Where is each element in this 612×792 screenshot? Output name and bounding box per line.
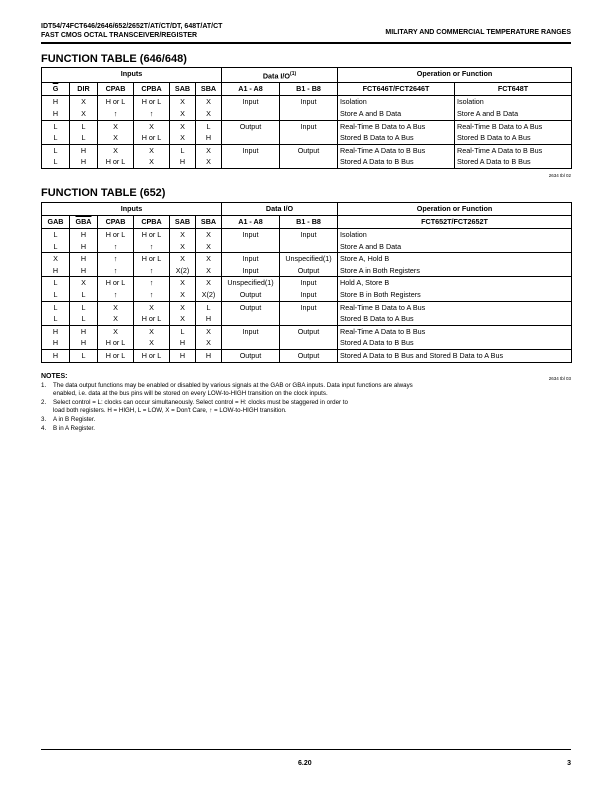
table-cell: L [70, 289, 98, 301]
doc-range: MILITARY AND COMMERCIAL TEMPERATURE RANGES [385, 29, 571, 36]
table-cell: Input [280, 277, 338, 289]
table-cell: X [70, 277, 98, 289]
table-cell: Input [222, 265, 280, 277]
table-cell: X [196, 108, 222, 120]
table-cell: H [70, 337, 98, 349]
data-io-group-header: Data $I/O^{(1)}$ [222, 68, 338, 83]
operation-group-header: Operation or Function [338, 203, 572, 216]
table-cell: H or L [98, 349, 134, 362]
table-cell [222, 108, 280, 120]
table-cell: X [196, 253, 222, 265]
footer-rule [41, 749, 571, 750]
table-cell: X [170, 229, 196, 241]
table-cell: H [70, 265, 98, 277]
table-cell: ↑ [134, 289, 170, 301]
col-header-b-bus: B1 - B8 [280, 83, 338, 96]
notes-section [41, 373, 571, 433]
table-cell: L [70, 349, 98, 362]
table-cell: L [70, 301, 98, 313]
col-header-fct652: FCT652T/FCT2652T [338, 216, 572, 229]
operation-group-header: Operation or Function [338, 68, 572, 83]
col-header-gab: GAB [42, 216, 70, 229]
table-cell [280, 108, 338, 120]
table2-title: FUNCTION TABLE (652) [41, 187, 166, 199]
table-cell: L [170, 144, 196, 156]
table-cell [280, 337, 338, 349]
col-header-cpab: CPAB [98, 216, 134, 229]
table-cell: H or L [98, 337, 134, 349]
header-rule [41, 42, 571, 44]
table-cell: X [98, 301, 134, 313]
table-cell: Input [222, 144, 280, 156]
table-cell: X [170, 289, 196, 301]
table-cell: ↑ [98, 265, 134, 277]
table-cell: ↑ [134, 277, 170, 289]
note-1: 1. The data output functions may be enabled or disabled by various signals at the GAB or GBA inputs. Data input functions are always enabled, i.e. data at the bus pins will be stored on every LOW-to-HIGH transition on the clock inputs. [41, 381, 413, 398]
table-cell: X [70, 108, 98, 120]
table-cell: Output [280, 325, 338, 337]
table-cell: X [196, 277, 222, 289]
table-cell: ↑ [134, 241, 170, 253]
col-header-sba: SBA [196, 216, 222, 229]
table-cell [222, 337, 280, 349]
table-cell: H or L [134, 229, 170, 241]
table-cell: ↑ [98, 253, 134, 265]
table-cell: H [170, 337, 196, 349]
table-cell: Stored A Data to B Bus and Stored B Data to A Bus [338, 349, 572, 362]
table-cell: Stored B Data to A Bus [338, 313, 572, 325]
table-cell: Output [222, 301, 280, 313]
table-cell: H or L [134, 253, 170, 265]
table-cell: L [42, 132, 70, 144]
table-cell: H [70, 241, 98, 253]
table-row [42, 265, 572, 277]
table-cell: X [170, 108, 196, 120]
table-cell: L [196, 301, 222, 313]
table-cell: X [196, 265, 222, 277]
col-header-fct646: FCT646T/FCT2646T [338, 83, 455, 96]
col-header-g: $\overline{G}$ [42, 83, 70, 96]
table-cell: H or L [134, 349, 170, 362]
table-cell: H [42, 265, 70, 277]
table-cell: Output [280, 349, 338, 362]
table-cell: X [196, 229, 222, 241]
table-cell: H [70, 156, 98, 168]
table-row [42, 96, 572, 108]
note-3: 3. A in B Register. [41, 415, 96, 423]
table-cell: L [42, 289, 70, 301]
table-cell [222, 156, 280, 168]
table-cell: X [134, 120, 170, 132]
table-cell: Store B in Both Registers [338, 289, 572, 301]
table-cell: ↑ [98, 241, 134, 253]
table-cell: H [70, 229, 98, 241]
inputs-group-header: Inputs [42, 203, 222, 216]
table-cell: X [196, 325, 222, 337]
table-cell: Real-Time B Data to A Bus [338, 301, 572, 313]
table-row [42, 337, 572, 349]
table-row [42, 301, 572, 313]
table-cell: H [196, 313, 222, 325]
table-cell: H [196, 132, 222, 144]
table-row [42, 108, 572, 120]
table-cell: H [42, 337, 70, 349]
table-cell: H [170, 156, 196, 168]
table-cell: Input [280, 120, 338, 132]
table-row [42, 120, 572, 132]
table-cell: Stored B Data to A Bus [455, 132, 572, 144]
table-cell: X [196, 144, 222, 156]
table-cell: Stored A Data to B Bus [338, 337, 572, 349]
table-cell: H [170, 349, 196, 362]
footer-page-number: 3 [567, 760, 571, 767]
col-header-b-bus: B1 - B8 [280, 216, 338, 229]
table-cell: Store A, Hold B [338, 253, 572, 265]
table-cell: X [134, 325, 170, 337]
table-cell: Output [222, 289, 280, 301]
table-row [42, 156, 572, 168]
table-cell: Real-Time A Data to B Bus [338, 325, 572, 337]
table-cell: Store A and B Data [338, 241, 572, 253]
table-cell: X [170, 120, 196, 132]
table-cell: Input [222, 253, 280, 265]
table-cell: Store A and B Data [455, 108, 572, 120]
table-cell: H [42, 325, 70, 337]
table-cell: ↑ [98, 108, 134, 120]
table1-title: FUNCTION TABLE (646/648) [41, 53, 187, 65]
table-cell: L [170, 325, 196, 337]
col-header-sba: SBA [196, 83, 222, 96]
table-cell: X [170, 253, 196, 265]
table-cell: L [42, 277, 70, 289]
footer-section-number: 6.20 [298, 760, 312, 767]
note-4: 4. B in A Register. [41, 424, 95, 432]
table-cell: L [42, 301, 70, 313]
table-cell: Isolation [338, 229, 572, 241]
note-2: 2. Select control = L: clocks can occur simultaneously. Select control = H: clocks must be staggered in order to load both registers. H = HIGH, L = LOW, X = Don't Care, ↑ = LOW-to-HIGH transition. [41, 398, 348, 415]
table-cell: X [170, 301, 196, 313]
table-cell [280, 132, 338, 144]
table-cell: L [70, 132, 98, 144]
inputs-group-header: Inputs [42, 68, 222, 83]
table-cell: Input [280, 301, 338, 313]
col-header-sab: SAB [170, 83, 196, 96]
table-cell [280, 156, 338, 168]
table-cell: H or L [98, 229, 134, 241]
table-cell: Stored A Data to B Bus [338, 156, 455, 168]
table-cell: X [196, 241, 222, 253]
table-cell: Stored A Data to B Bus [455, 156, 572, 168]
function-table-652 [41, 202, 572, 363]
table-cell: L [42, 156, 70, 168]
col-header-cpba: CPBA [134, 216, 170, 229]
table-cell: X [170, 96, 196, 108]
table-cell [280, 313, 338, 325]
table-cell: L [70, 120, 98, 132]
table-cell: X [98, 132, 134, 144]
data-io-group-header: Data I/O [222, 203, 338, 216]
table-cell: Isolation [338, 96, 455, 108]
table-cell: Hold A, Store B [338, 277, 572, 289]
table-cell: X [42, 253, 70, 265]
table-cell: X [196, 337, 222, 349]
table-cell: X [196, 156, 222, 168]
table-cell: X [170, 132, 196, 144]
table-cell: X [170, 241, 196, 253]
function-table-646-648 [41, 67, 572, 169]
table-cell: H or L [134, 313, 170, 325]
table-cell: X [170, 313, 196, 325]
table-cell: ↑ [134, 265, 170, 277]
table-row [42, 241, 572, 253]
col-header-a-bus: A1 - A8 [222, 216, 280, 229]
table-cell: Store A and B Data [338, 108, 455, 120]
table-cell: X(2) [196, 289, 222, 301]
doc-subtitle: FAST CMOS OCTAL TRANSCEIVER/REGISTER [41, 32, 198, 39]
table-cell: X [134, 337, 170, 349]
table1-ref: 2634 tbl 02 [548, 173, 571, 178]
table-cell: Input [280, 289, 338, 301]
table-cell: Output [222, 349, 280, 362]
table-cell: Output [280, 144, 338, 156]
table-cell: L [42, 144, 70, 156]
table-row [42, 144, 572, 156]
table2-body [42, 229, 572, 363]
col-header-a-bus: A1 - A8 [222, 83, 280, 96]
table-row [42, 229, 572, 241]
table-cell: L [42, 120, 70, 132]
table-cell: X [70, 96, 98, 108]
table-cell: L [196, 120, 222, 132]
table-cell [222, 241, 280, 253]
table-cell: H or L [134, 96, 170, 108]
table-cell: Input [222, 96, 280, 108]
table-cell: L [42, 241, 70, 253]
table-cell: H [70, 325, 98, 337]
table-row [42, 313, 572, 325]
table-row [42, 349, 572, 362]
table-row [42, 132, 572, 144]
table-cell: H [42, 108, 70, 120]
table2-ref: 2634 tbl 03 [548, 376, 571, 381]
table-cell: Input [280, 96, 338, 108]
table-cell: X [98, 325, 134, 337]
table-cell [280, 241, 338, 253]
table-cell: X(2) [170, 265, 196, 277]
table1-body [42, 96, 572, 169]
table-row [42, 277, 572, 289]
table-cell: H or L [98, 156, 134, 168]
col-header-gba: $\overline{GBA}$ [70, 216, 98, 229]
table-cell: Real-Time B Data to A Bus [455, 120, 572, 132]
table-cell: H [42, 349, 70, 362]
table-cell: L [42, 229, 70, 241]
doc-part-number: IDT54/74FCT646/2646/652/2652T/AT/CT/DT, 648T/AT/CT [41, 23, 223, 30]
table-cell: H [70, 253, 98, 265]
table-cell: Unspecified(1) [280, 253, 338, 265]
table-row [42, 289, 572, 301]
table-cell: X [134, 301, 170, 313]
table-cell: H or L [98, 277, 134, 289]
table-cell: H [70, 144, 98, 156]
table-cell: Unspecified(1) [222, 277, 280, 289]
table-cell: Real-Time A Data to B Bus [455, 144, 572, 156]
table-cell: X [196, 96, 222, 108]
col-header-sab: SAB [170, 216, 196, 229]
table-cell: Store A in Both Registers [338, 265, 572, 277]
table-cell: X [98, 144, 134, 156]
table-cell: Isolation [455, 96, 572, 108]
table-cell: X [98, 313, 134, 325]
table-cell: Output [222, 120, 280, 132]
table-cell: H [42, 96, 70, 108]
col-header-fct648: FCT648T [455, 83, 572, 96]
table-cell: Output [280, 265, 338, 277]
table-cell: Stored B Data to A Bus [338, 132, 455, 144]
table-cell: H or L [134, 132, 170, 144]
table-row [42, 253, 572, 265]
table-cell: L [42, 313, 70, 325]
table-cell: H [196, 349, 222, 362]
table-cell: H or L [98, 96, 134, 108]
table-cell: Input [222, 229, 280, 241]
table-cell: L [70, 313, 98, 325]
table-cell: ↑ [98, 289, 134, 301]
col-header-dir: DIR [70, 83, 98, 96]
table-cell [222, 313, 280, 325]
table-cell [222, 132, 280, 144]
table-row [42, 325, 572, 337]
table-cell: Real-Time A Data to B Bus [338, 144, 455, 156]
table-cell: Input [222, 325, 280, 337]
table-cell: ↑ [134, 108, 170, 120]
table-cell: X [98, 120, 134, 132]
col-header-cpab: CPAB [98, 83, 134, 96]
notes-title: NOTES: [41, 373, 68, 380]
table-cell: Input [280, 229, 338, 241]
table-cell: X [170, 277, 196, 289]
table-cell: X [134, 144, 170, 156]
table-cell: Real-Time B Data to A Bus [338, 120, 455, 132]
table-cell: X [134, 156, 170, 168]
col-header-cpba: CPBA [134, 83, 170, 96]
